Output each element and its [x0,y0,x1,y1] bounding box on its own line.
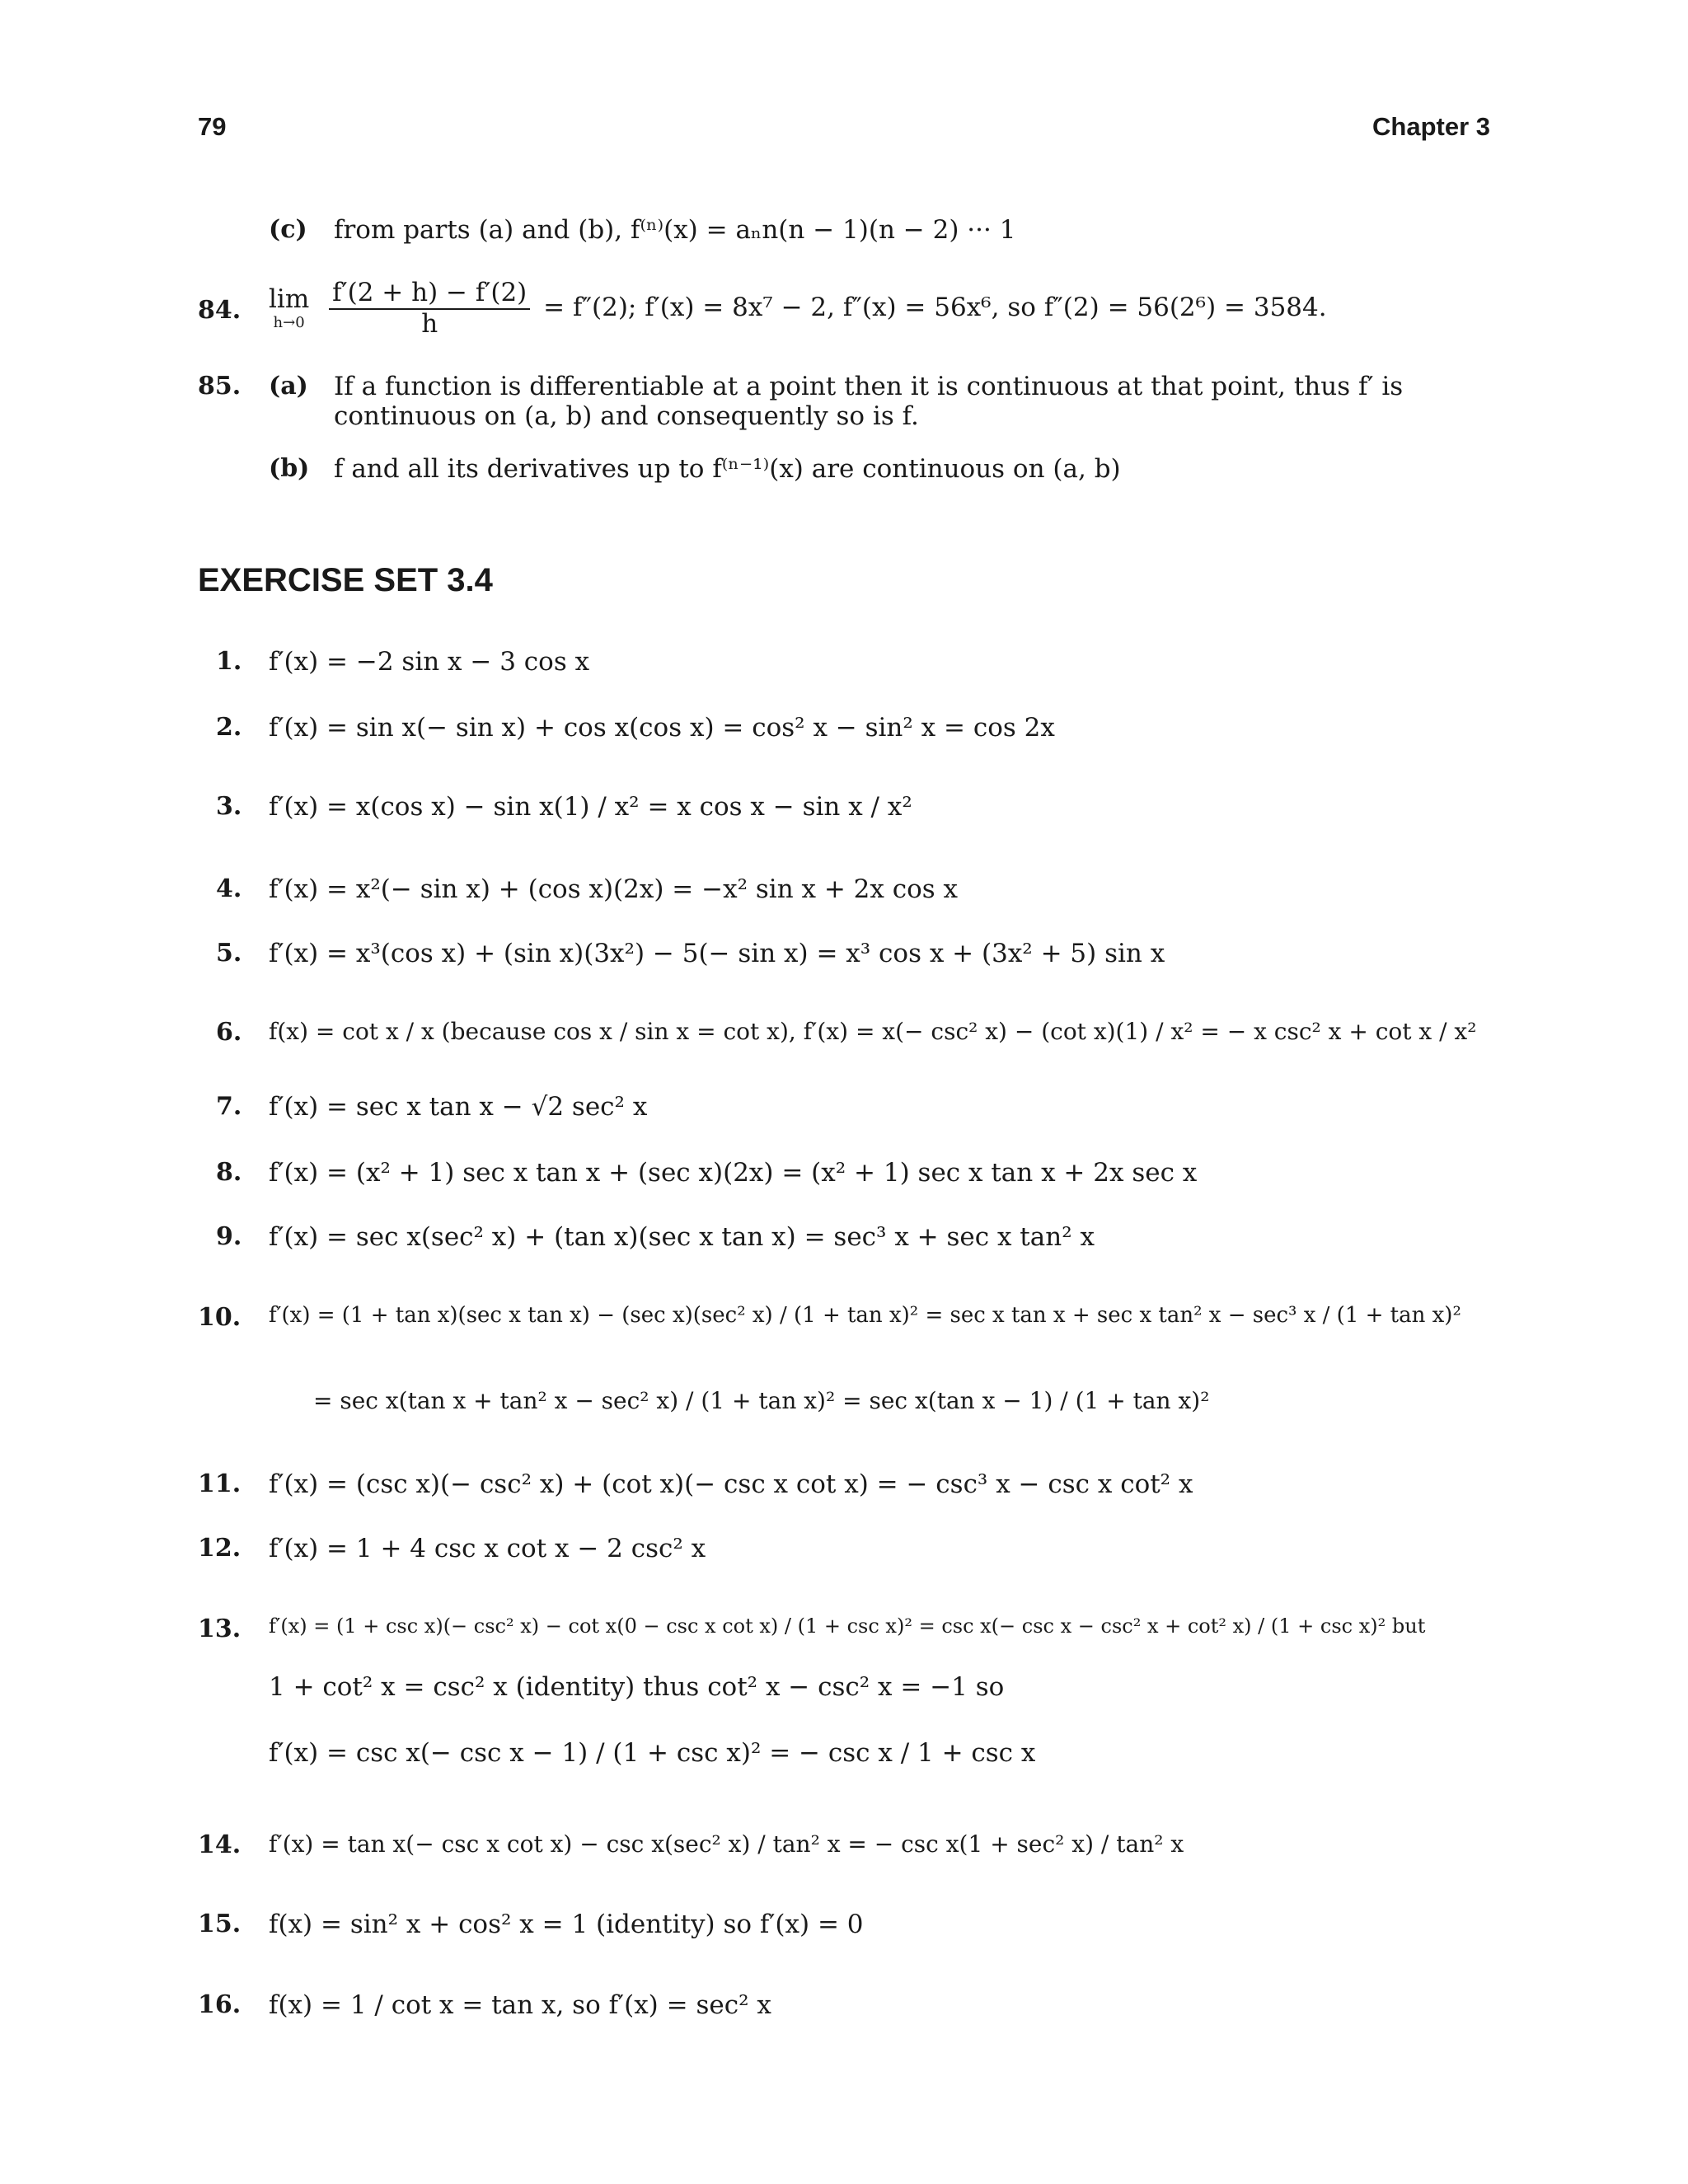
exercise-number: 15. [198,1910,241,1938]
exercise-number: 3. [216,792,242,821]
math-line: f(x) = sin² x + cos² x = 1 (identity) so f′(x) = 0 [269,1910,864,1939]
prev-row-85a [198,373,1490,438]
part-label: (b) [269,454,310,483]
math-line: f′(x) = (x² + 1) sec x tan x + (sec x)(2x) = (x² + 1) sec x tan x + 2x sec x [269,1158,1198,1188]
math-line: f(x) = 1 / cot x = tan x, so f′(x) = sec² x [269,1990,771,2020]
math-line: f′(x) = x³(cos x) + (sin x)(3x²) − 5(− sin x) = x³ cos x + (3x² + 5) sin x [269,939,1165,968]
exercise-number: 13. [198,1615,241,1643]
exercise-number: 4. [216,874,242,903]
page-number: 79 [198,112,227,141]
math-line: = sec x(tan x + tan² x − sec² x) / (1 + tan x)² = sec x(tan x − 1) / (1 + tan x)² [313,1387,1210,1414]
math-line [269,279,1490,339]
math-line: f′(x) = csc x(− csc x − 1) / (1 + csc x)² = − csc x / 1 + csc x [269,1738,1036,1768]
math-line: If a function is differentiable at a point then it is continuous at that point, thus f′ is continuous on (a, b) and consequently so is f. [334,372,1404,431]
math-line: f′(x) = (csc x)(− csc² x) + (cot x)(− csc x cot x) = − csc³ x − csc x cot² x [269,1469,1193,1499]
section-title: EXERCISE SET 3.4 [198,562,493,598]
math-line: f and all its derivatives up to f⁽ⁿ⁻¹⁾(x) are continuous on (a, b) [334,454,1121,484]
prev-row-85b [198,455,1490,496]
math-line: f′(x) = 1 + 4 csc x cot x − 2 csc² x [269,1534,706,1563]
math-line: 1 + cot² x = csc² x (identity) thus cot² x − csc² x = −1 so [269,1672,1005,1702]
exercise-number: 5. [216,939,242,968]
exercise-number: 6. [216,1018,242,1047]
part-label: (a) [269,372,308,401]
exercise-number: 12. [198,1534,241,1563]
exercise-number: 7. [216,1092,242,1121]
limit-text: lim [269,284,310,315]
prev-row-c [198,216,1490,257]
exercise-number: 11. [198,1469,241,1498]
math-line: f′(x) = x²(− sin x) + (cos x)(2x) = −x² sin x + 2x cos x [269,874,959,904]
exercise-number: 84. [198,296,241,325]
math-line: f′(x) = tan x(− csc x cot x) − csc x(sec² x) / tan² x = − csc x(1 + sec² x) / tan² x [269,1830,1184,1858]
math-line: f′(x) = (1 + tan x)(sec x tan x) − (sec x)(sec² x) / (1 + tan x)² = sec x tan x + sec x tan² x − sec³ x / (1 + tan x)² [269,1303,1461,1328]
math-line: f′(x) = −2 sin x − 3 cos x [269,647,590,677]
exercise-number: 10. [198,1303,241,1332]
fraction-denominator: h [421,308,438,339]
difference-quotient [329,279,530,339]
math-line: f(x) = cot x / x (because cos x / sin x = cot x), f′(x) = x(− csc² x) − (cot x)(1) / x² = − x csc² x + cot x / x² [269,1018,1477,1045]
fraction-numerator: f′(2 + h) − f′(2) [329,279,530,310]
part-label: (c) [269,215,307,244]
exercise-number: 1. [216,647,242,676]
exercise-number: 8. [216,1158,242,1187]
exercise-number: 9. [216,1222,242,1251]
math-line: from parts (a) and (b), f⁽ⁿ⁾(x) = aₙn(n − 1)(n − 2) ··· 1 [334,215,1016,245]
math-line: f′(x) = sec x(sec² x) + (tan x)(sec x tan x) = sec³ x + sec x tan² x [269,1222,1095,1252]
chapter-label: Chapter 3 [1372,112,1490,141]
limit-subscript: h→0 [273,314,305,332]
limit-operator [269,285,309,331]
exercise-number: 2. [216,713,242,742]
math-rest: = f″(2); f′(x) = 8x⁷ − 2, f″(x) = 56x⁶, so f″(2) = 56(2⁶) = 3584. [543,293,1327,323]
prev-row-84 [198,279,1490,344]
exercise-number: 16. [198,1990,241,2019]
math-line: f′(x) = x(cos x) − sin x(1) / x² = x cos x − sin x / x² [269,792,912,822]
math-line: f′(x) = sec x tan x − √2 sec² x [269,1092,648,1122]
exercise-number: 14. [198,1830,241,1859]
exercise-number: 85. [198,372,241,401]
math-line: f′(x) = sin x(− sin x) + cos x(cos x) = cos² x − sin² x = cos 2x [269,713,1055,743]
math-line: f′(x) = (1 + csc x)(− csc² x) − cot x(0 − csc x cot x) / (1 + csc x)² = csc x(− csc x − csc² x + cot² x) / (1 + csc x)² but [269,1615,1426,1638]
